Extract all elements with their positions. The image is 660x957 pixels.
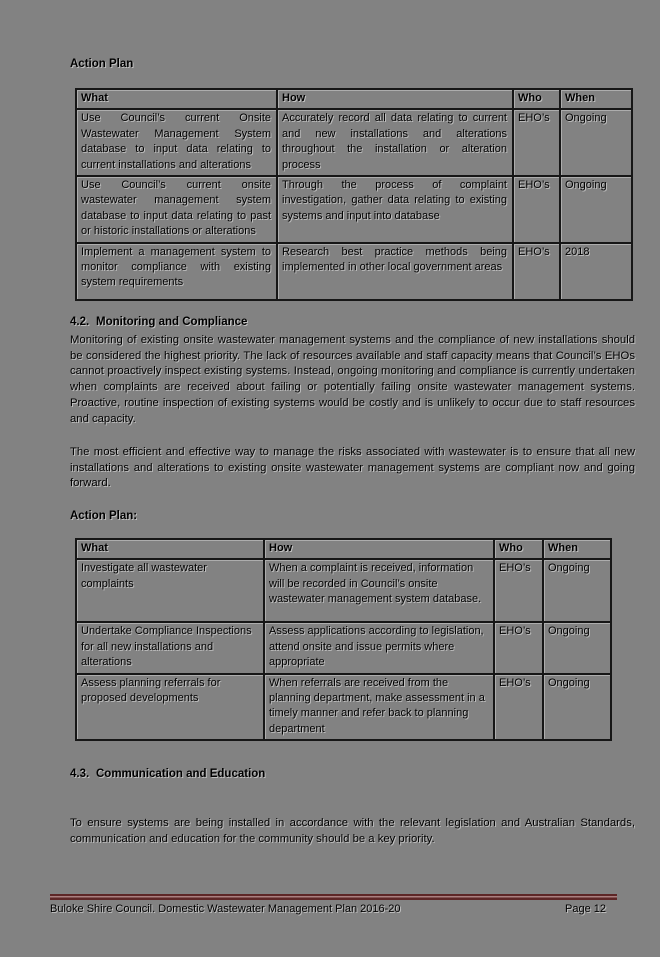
action-plan-table-2: [75, 538, 612, 741]
table1-row-2: [76, 176, 632, 243]
table1-cell-how: Through the process of complaint investigation, gather data relating to existing systems and input into database: [277, 176, 513, 243]
footer-rule: [50, 894, 617, 900]
table1-cell-what: Use Council’s current onsite wastewater management system database to input data relating to past or historic installations or alterations: [76, 176, 277, 243]
table2-header-row: [76, 539, 611, 559]
action-plan-heading-2: Action Plan:: [70, 510, 138, 522]
table1-cell-what: Implement a management system to monitor compliance with existing system requirements: [76, 243, 277, 300]
table2-header-how: How: [264, 539, 494, 559]
table2-cell-who: EHO’s: [494, 559, 543, 622]
table2-cell-how: Assess applications according to legislation, attend onsite and issue permits where appropriate: [264, 622, 494, 673]
table1-cell-who: EHO’s: [513, 176, 560, 243]
page-footer: [50, 903, 606, 915]
table2-cell-when: Ongoing: [543, 622, 611, 673]
monitoring-paragraph-2: The most efficient and effective way to manage the risks associated with wastewater is to ensure that all new installations and alterations to existing onsite wastewater management systems are compliant now and going forward.: [70, 446, 635, 490]
table1-header-how: How: [277, 89, 513, 109]
table1-cell-who: EHO’s: [513, 243, 560, 300]
table2-row-1: [76, 559, 611, 622]
table1-header-when: When: [560, 89, 632, 109]
table1-header-row: [76, 89, 632, 109]
table2-header-who: Who: [494, 539, 543, 559]
table2-cell-when: Ongoing: [543, 674, 611, 741]
table1-cell-when: Ongoing: [560, 109, 632, 176]
footer-doc-title: Buloke Shire Council. Domestic Wastewater Management Plan 2016-20: [50, 903, 401, 915]
communication-paragraph: To ensure systems are being installed in accordance with the relevant legislation and Australian Standards, communication and education for the community should be a key priority.: [70, 817, 635, 845]
table2-cell-what: Assess planning referrals for proposed developments: [76, 674, 264, 741]
action-plan-heading-1: Action Plan: [70, 58, 134, 70]
table2-cell-what: Undertake Compliance Inspections for all new installations and alterations: [76, 622, 264, 673]
table2-header-what: What: [76, 539, 264, 559]
table2-cell-how: When a complaint is received, information will be recorded in Council’s onsite wastewater management system database.: [264, 559, 494, 622]
table2-header-when: When: [543, 539, 611, 559]
table1-row-3: [76, 243, 632, 300]
section-number: 4.2.: [70, 316, 90, 328]
action-plan-table-1: [75, 88, 633, 301]
table1-cell-when: Ongoing: [560, 176, 632, 243]
table1-cell-how: Accurately record all data relating to current and new installations and alterations throughout the installation or alteration process: [277, 109, 513, 176]
table1-cell-who: EHO’s: [513, 109, 560, 176]
monitoring-paragraph-1: Monitoring of existing onsite wastewater management systems and the compliance of new installations should be considered the highest priority. The lack of resources available and staff capacity means that Council’s EHOs cannot proactively inspect existing systems. Instead, ongoing monitoring and compliance is currently undertaken when complaints are received about failing or potentially failing onsite wastewater management systems. Proactive, routine inspection of existing systems would be costly and is unlikely to occur due to staff resources and capacity.: [70, 334, 635, 425]
section-heading-monitoring: [70, 315, 247, 329]
table2-cell-who: EHO’s: [494, 622, 543, 673]
table1-header-what: What: [76, 89, 277, 109]
table2-row-2: [76, 622, 611, 673]
table1-cell-how: Research best practice methods being implemented in other local government areas: [277, 243, 513, 300]
footer-page-number: Page 12: [565, 903, 606, 915]
table2-cell-what: Investigate all wastewater complaints: [76, 559, 264, 622]
section-heading-communication: [70, 767, 265, 781]
section-number: 4.3.: [70, 768, 90, 780]
table1-cell-when: 2018: [560, 243, 632, 300]
section-title: Monitoring and Compliance: [96, 316, 248, 328]
table1-row-1: [76, 109, 632, 176]
table2-cell-who: EHO’s: [494, 674, 543, 741]
table2-cell-how: When referrals are received from the planning department, make assessment in a timely manner and refer back to planning department: [264, 674, 494, 741]
table1-header-who: Who: [513, 89, 560, 109]
table1-cell-what: Use Council’s current Onsite Wastewater Management System database to input data relating to current installations and alterations: [76, 109, 277, 176]
section-title: Communication and Education: [96, 768, 266, 780]
table2-cell-when: Ongoing: [543, 559, 611, 622]
table2-row-3: [76, 674, 611, 741]
